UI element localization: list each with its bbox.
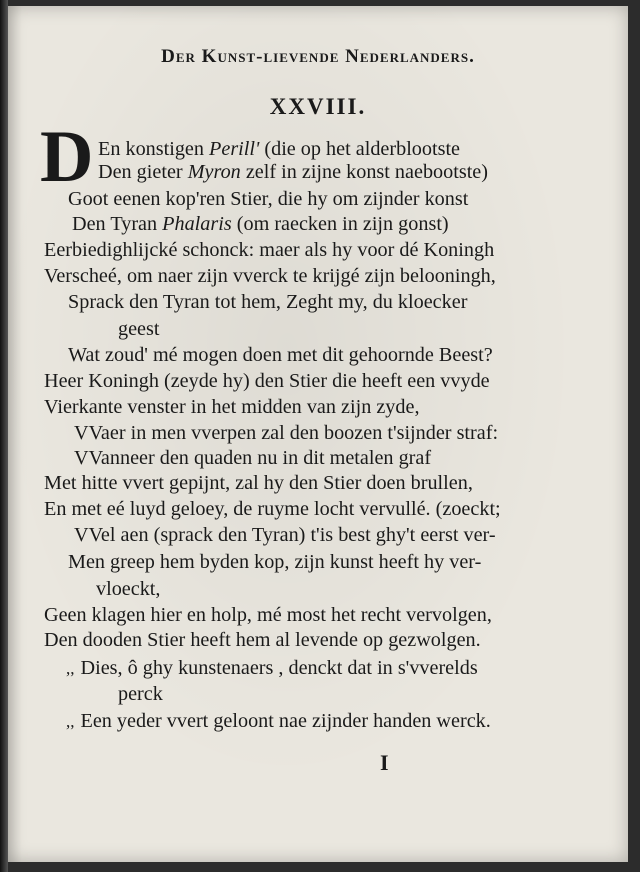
verse-line <box>68 344 493 366</box>
verse-line <box>44 472 473 494</box>
verse-text: Heer Koningh (zeyde hy) den Stier die heeft een vvyde <box>44 370 490 392</box>
verse-text: En konstigen <box>98 138 210 160</box>
quotation-marker: ,, <box>66 659 75 678</box>
verse-text: geest <box>118 318 160 340</box>
verse-line <box>98 161 488 183</box>
verse-line <box>44 265 496 287</box>
verse-line <box>68 291 467 313</box>
verse-italic-name: Phalaris <box>162 213 232 235</box>
verse-text: Goot eenen kop'ren Stier, die hy om zijnder konst <box>68 188 469 210</box>
verse-line <box>118 318 159 340</box>
verse-line <box>74 447 431 469</box>
verse-line <box>68 188 468 210</box>
verse-text: VVanneer den quaden nu in dit metalen graf <box>74 447 432 469</box>
verse-text: VVaer in men vverpen zal den boozen t'sijnder straf: <box>74 422 499 444</box>
verse-text: Verscheé, om naer zijn vverck te krijgé zijn belooningh, <box>44 265 496 287</box>
verse-text: VVel aen (sprack den Tyran) t'is best ghy't eerst ver- <box>74 524 496 546</box>
verse-text: Wat zoud' mé mogen doen met dit gehoornde Beest? <box>68 344 493 366</box>
verse-line <box>72 213 449 235</box>
verse-text: Den Tyran <box>72 213 163 235</box>
verse-italic-name: Perill' <box>209 138 260 160</box>
book-binding-shadow <box>0 0 8 872</box>
verse-text: vloeckt, <box>96 578 161 600</box>
drop-cap: D <box>40 116 94 198</box>
signature-mark: I <box>380 750 389 775</box>
verse-text: Dies, ô ghy kunstenaers , denckt dat in s'vverelds <box>80 657 478 679</box>
verse-text: En met eé luyd geloey, de ruyme locht vervullé. (zoeckt; <box>44 498 501 520</box>
verse-line <box>96 578 160 600</box>
verse-text: Sprack den Tyran tot hem, Zeght my, du kloecker <box>68 291 468 313</box>
verse-line <box>66 710 491 733</box>
book-page <box>8 6 628 862</box>
verse-line <box>44 498 501 520</box>
running-head: Der Kunst-lievende Nederlanders. <box>161 46 475 67</box>
verse-line <box>74 422 498 444</box>
verse-line <box>44 239 494 261</box>
verse-text: Den dooden Stier heeft hem al levende op gezwolgen. <box>44 629 481 651</box>
verse-text: Men greep hem byden kop, zijn kunst heeft hy ver- <box>68 551 482 573</box>
poem-number: XXVIII. <box>269 94 367 119</box>
verse-text: (om raecken in zijn gonst) <box>231 213 449 235</box>
verse-line <box>44 604 492 626</box>
verse-line <box>44 370 490 392</box>
verse-line <box>98 138 460 160</box>
verse-line <box>118 683 163 705</box>
verse-text: Geen klagen hier en holp, mé most het recht vervolgen, <box>44 604 492 626</box>
verse-text: (die op het alderblootste <box>259 138 461 160</box>
quotation-marker: ,, <box>66 712 75 731</box>
verse-italic-name: Myron <box>187 161 241 183</box>
verse-text: zelf in zijne konst naebootste) <box>240 161 488 183</box>
verse-text: perck <box>118 683 163 705</box>
verse-line <box>74 524 496 546</box>
verse-text: Den gieter <box>98 161 188 183</box>
verse-line <box>44 396 420 418</box>
verse-line <box>68 551 481 573</box>
verse-text: Een yeder vvert geloont nae zijnder handen werck. <box>80 710 491 732</box>
verse-text: Eerbiedighlijcké schonck: maer als hy voor dé Koningh <box>44 239 495 261</box>
verse-text: Vierkante venster in het midden van zijn zyde, <box>44 396 420 418</box>
verse-text: Met hitte vvert gepijnt, zal hy den Stier doen brullen, <box>44 472 473 494</box>
verse-line <box>44 629 481 651</box>
verse-line <box>66 657 478 680</box>
